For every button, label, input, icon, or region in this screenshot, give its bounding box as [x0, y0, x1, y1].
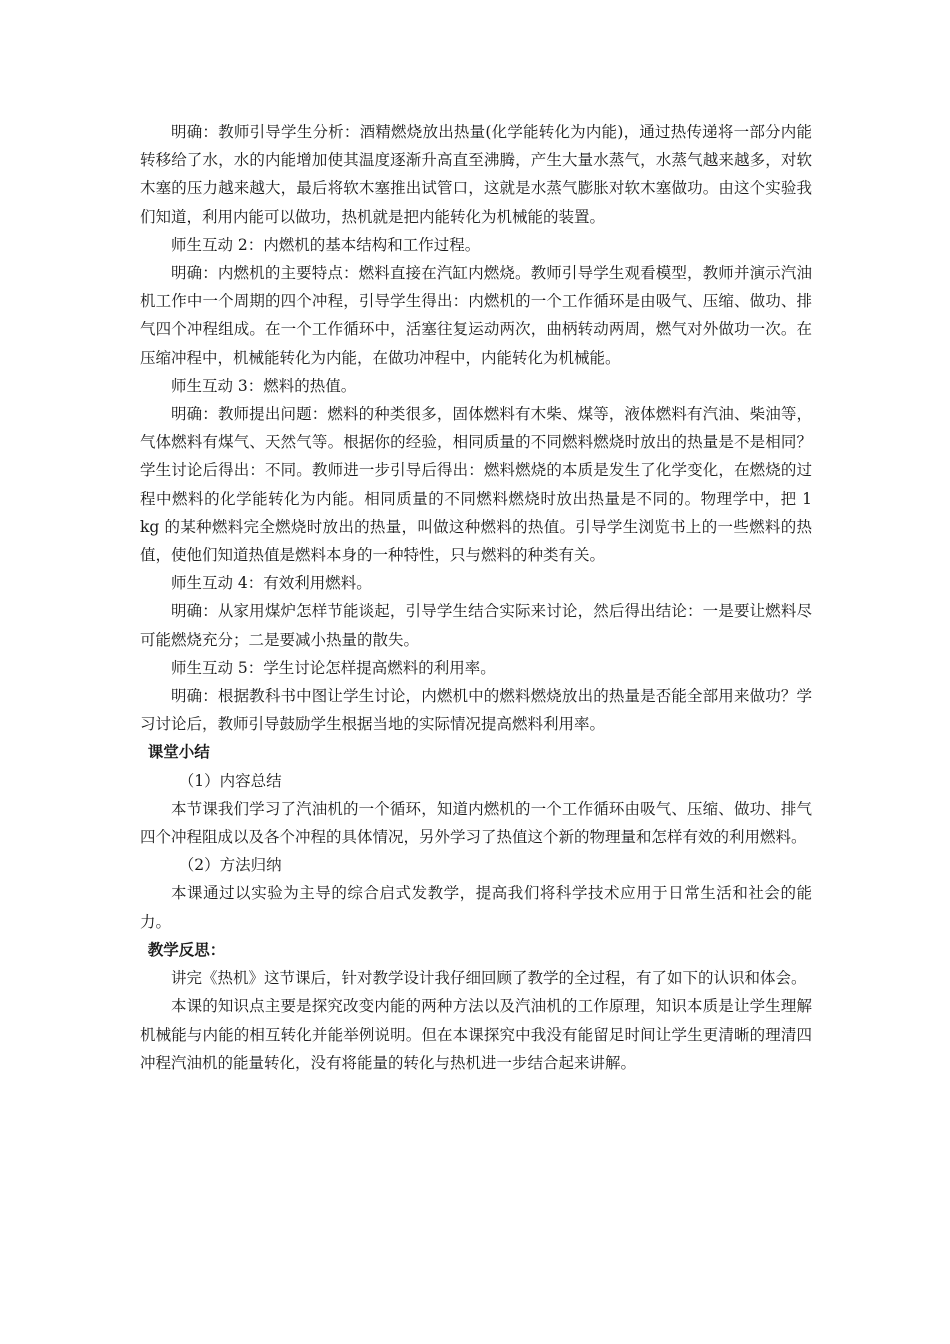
interaction-4-title: 师生互动 4：有效利用燃料。 [171, 574, 372, 593]
section-heading-summary: 课堂小结 [147, 743, 210, 762]
interaction-5-title: 师生互动 5：学生讨论怎样提高燃料的利用率。 [171, 658, 496, 677]
document-page [140, 118, 812, 1077]
paragraph-reflection-1: 讲完《热机》这节课后，针对教学设计我仔细回顾了教学的全过程，有了如下的认识和体会。 [171, 969, 807, 988]
paragraph-heat-value: 明确：教师提出问题：燃料的种类很多，固体燃料有木柴、煤等，液体燃料有汽油、柴油等，气体燃料有煤气、天然气等。根据你的经验，相同质量的不同燃料燃烧时放出的热量是不是相同？学生讨论后得出：不同。教师进一步引导后得出：燃料燃烧的本质是发生了化学变化，在燃烧的过程中燃料的化学能转化为内能。相同质量的不同燃料燃烧时放出热量是不同的。物理学中，把 1 kg 的某种燃料完全燃烧时放出的热量，叫做这种燃料的热值。引导学生浏览书上的一些燃料的热值，使他们知道热值是燃料本身的一种特性，只与燃料的种类有关。 [140, 405, 812, 565]
interaction-2-title: 师生互动 2：内燃机的基本结构和工作过程。 [171, 235, 481, 254]
subheading-content-summary: （1）内容总结 [178, 771, 282, 790]
paragraph-reflection-2: 本课的知识点主要是探究改变内能的两种方法以及汽油机的工作原理，知识本质是让学生理解机械能与内能的相互转化并能举例说明。但在本课探究中我没有能留足时间让学生更清晰的理清四冲程汽油机的能量转化，没有将能量的转化与热机进一步结合起来讲解。 [140, 997, 812, 1072]
interaction-3-title: 师生互动 3：燃料的热值。 [171, 376, 357, 395]
paragraph-content-summary: 本节课我们学习了汽油机的一个循环，知道内燃机的一个工作循环由吸气、压缩、做功、排气四个冲程阻成以及各个冲程的具体情况，另外学习了热值这个新的物理量和怎样有效的利用燃料。 [140, 799, 812, 847]
section-heading-reflection: 教学反思： [147, 940, 226, 959]
paragraph-steam-work: 明确：教师引导学生分析：酒精燃烧放出热量(化学能转化为内能)，通过热传递将一部分内能转移给了水，水的内能增加使其温度逐渐升高直至沸腾，产生大量水蒸气，水蒸气越来越多，对软木塞的压力越来越大，最后将软木塞推出试管口，这就是水蒸气膨胀对软木塞做功。由这个实验我们知道，利用内能可以做功，热机就是把内能转化为机械能的装置。 [140, 123, 812, 226]
paragraph-method: 本课通过以实验为主导的综合启式发教学，提高我们将科学技术应用于日常生活和社会的能力。 [140, 884, 812, 931]
paragraph-fuel-use: 明确：从家用煤炉怎样节能谈起，引导学生结合实际来讨论，然后得出结论：一是要让燃料尽可能燃烧充分；二是要减小热量的散失。 [140, 602, 812, 649]
paragraph-engine-structure: 明确：内燃机的主要特点：燃料直接在汽缸内燃烧。教师引导学生观看模型，教师并演示汽油机工作中一个周期的四个冲程，引导学生得出：内燃机的一个工作循环是由吸气、压缩、做功、排气四个冲程组成。在一个工作循环中，活塞往复运动两次，曲柄转动两周，燃气对外做功一次。在压缩冲程中，机械能转化为内能，在做功冲程中，内能转化为机械能。 [140, 264, 812, 367]
subheading-method: （2）方法归纳 [178, 856, 282, 875]
paragraph-efficiency: 明确：根据教科书中图让学生讨论，内燃机中的燃料燃烧放出的热量是否能全部用来做功？学习讨论后，教师引导鼓励学生根据当地的实际情况提高燃料利用率。 [140, 687, 812, 734]
